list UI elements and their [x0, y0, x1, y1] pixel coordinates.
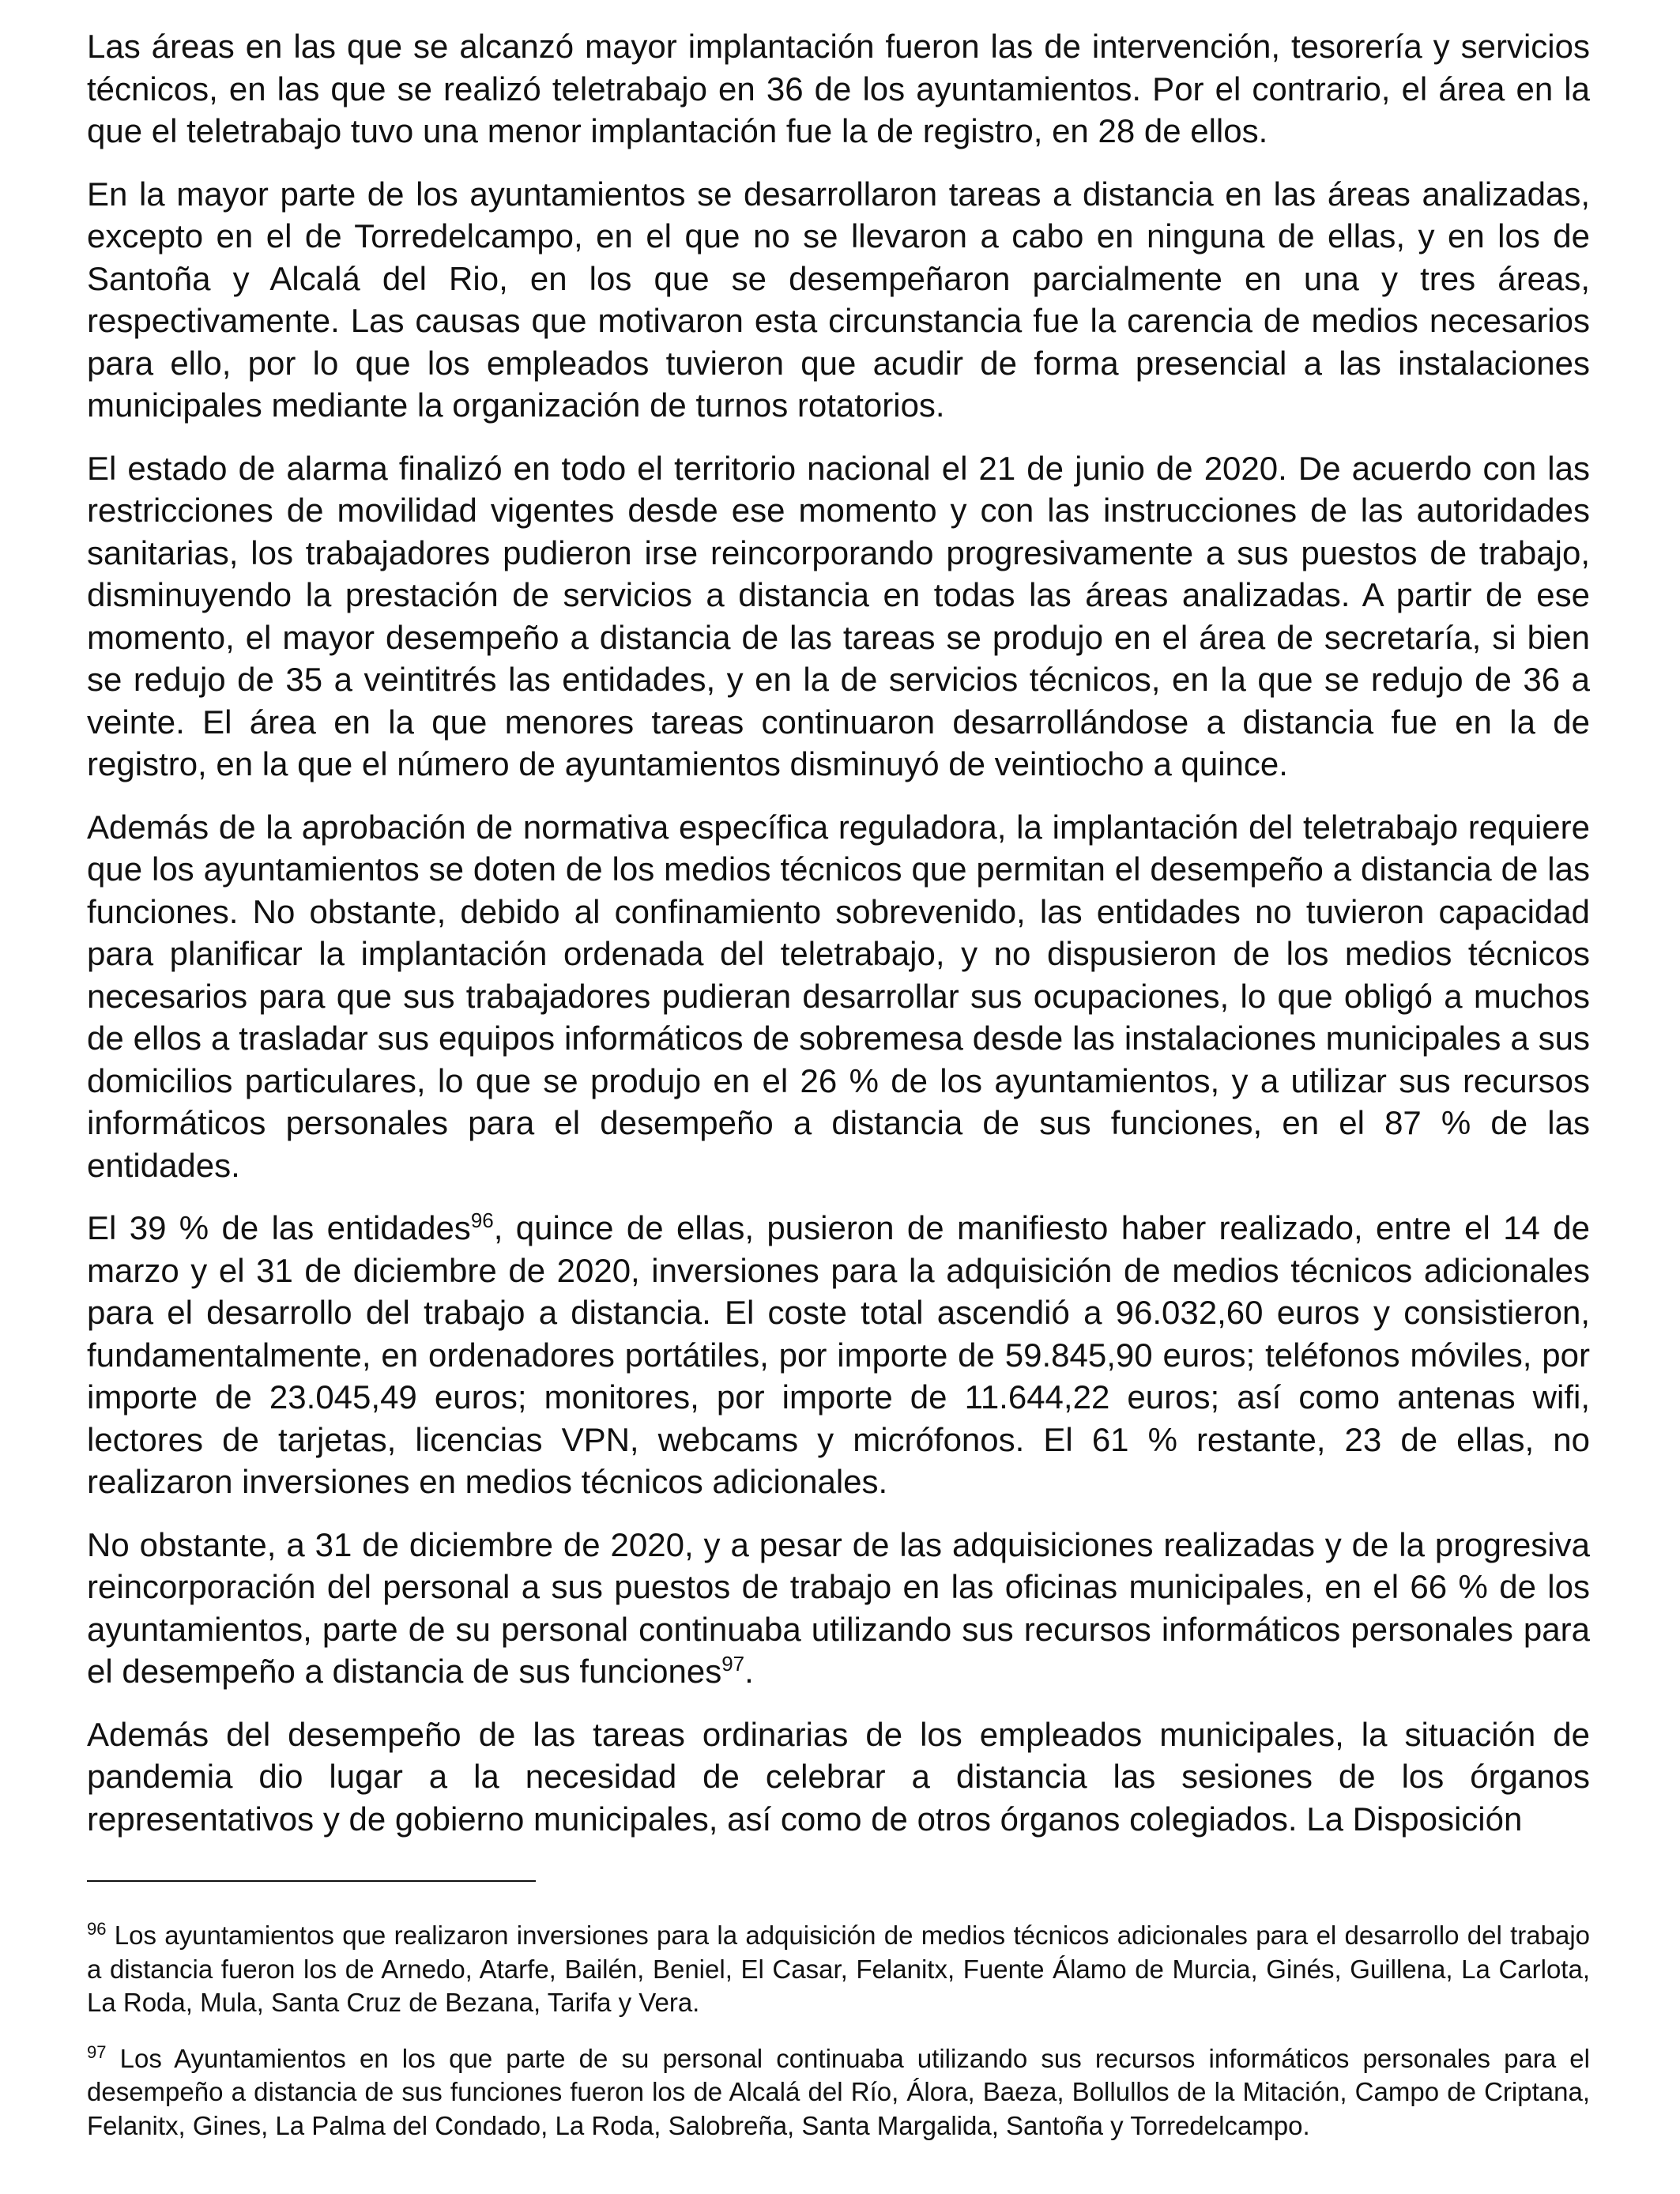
footnote-reference-96[interactable]: 96 [470, 1208, 494, 1232]
footnote-text-97: Los Ayuntamientos en los que parte de su personal continuaba utilizando sus recursos informáticos personales para el desempeño a distancia de sus funciones fueron los de Alcalá del Río, Álora, Baeza, Bollullos de la Mitación, Campo de Criptana, Felanitx, Gines, La Palma del Condado, La Roda, Salobreña, Santa Margalida, Santoña y Torredelcampo. [87, 2043, 1590, 2140]
paragraph-estado-alarma: El estado de alarma finalizó en todo el territorio nacional el 21 de junio de 2020. De acuerdo con las restricciones de movilidad vigentes desde ese momento y con las instrucciones de las autoridades sanitarias, los trabajadores pudieron irse reincorporando progresivamente a sus puestos de trabajo, disminuyendo la prestación de servicios a distancia en todas las áreas analizadas. A partir de ese momento, el mayor desempeño a distancia de las tareas se produjo en el área de secretaría, si bien se redujo de 35 a veintitrés las entidades, y en la de servicios técnicos, en la que se redujo de 36 a veinte. El área en la que menores tareas continuaron desarrollándose a distancia fue en la de registro, en la que el número de ayuntamientos disminuyó de veintiocho a quince. [87, 449, 1590, 782]
footnote-separator [87, 1880, 536, 1882]
paragraph-inversiones-text-end: , quince de ellas, pusieron de manifiesto haber realizado, entre el 14 de marzo y el 31 de diciembre de 2020, inversiones para la adquisición de medios técnicos adicionales para el desarrollo del trabajo a distancia. El coste total ascendió a 96.032,60 euros y consistieron, fundamentalmente, en ordenadores portátiles, por importe de 59.845,90 euros; teléfonos móviles, por importe de 23.045,49 euros; monitores, por importe de 11.644,22 euros; así como antenas wifi, lectores de tarjetas, licencias VPN, webcams y micrófonos. El 61 % restante, 23 de ellas, no realizaron inversiones en medios técnicos adicionales. [87, 1209, 1590, 1500]
paragraph-recursos-text-start: No obstante, a 31 de diciembre de 2020, y a pesar de las adquisiciones realizadas y de la progresiva reincorporación del personal a sus puestos de trabajo en las oficinas municipales, en el 66 % de los ayuntamientos, parte de su personal continuaba utilizando sus recursos informáticos personales para el desempeño a distancia de sus funciones [87, 1525, 1590, 1690]
footnote-number-97: 97 [87, 2041, 107, 2062]
paragraph-inversiones-text-start: El 39 % de las entidades [87, 1209, 471, 1246]
paragraph-inversiones [87, 1207, 1590, 1503]
document-body [87, 25, 1590, 1840]
footnote-97 [87, 2042, 1590, 2143]
footnote-number-96: 96 [87, 1919, 107, 1939]
paragraph-medios-tecnicos: Además de la aprobación de normativa específica reguladora, la implantación del teletrabajo requiere que los ayuntamientos se doten de los medios técnicos que permitan el desempeño a distancia de las funciones. No obstante, debido al confinamiento sobrevenido, las entidades no tuvieron capacidad para planificar la implantación ordenada del teletrabajo, y no dispusieron de los medios técnicos necesarios para que sus trabajadores pudieran desarrollar sus ocupaciones, lo que obligó a muchos de ellos a trasladar sus equipos informáticos de sobremesa desde las instalaciones municipales a sus domicilios particulares, lo que se produjo en el 26 % de los ayuntamientos, y a utilizar sus recursos informáticos personales para el desempeño a distancia de sus funciones, en el 87 % de las entidades. [87, 808, 1590, 1184]
paragraph-tareas-distancia: En la mayor parte de los ayuntamientos se desarrollaron tareas a distancia en las áreas analizadas, excepto en el de Torredelcampo, en el que no se llevaron a cabo en ninguna de ellas, y en los de Santoña y Alcalá del Rio, en los que se desempeñaron parcialmente en una y tres áreas, respectivamente. Las causas que motivaron esta circunstancia fue la carencia de medios necesarios para ello, por lo que los empleados tuvieron que acudir de forma presencial a las instalaciones municipales mediante la organización de turnos rotatorios. [87, 175, 1590, 424]
paragraph-implantacion-areas: Las áreas en las que se alcanzó mayor implantación fueron las de intervención, tesorería y servicios técnicos, en las que se realizó teletrabajo en 36 de los ayuntamientos. Por el contrario, el área en la que el teletrabajo tuvo una menor implantación fue la de registro, en 28 de ellos. [87, 28, 1590, 149]
paragraph-recursos-text-end: . [744, 1653, 754, 1690]
footnote-96 [87, 1919, 1590, 2020]
footnotes-section [87, 1919, 1590, 2165]
paragraph-recursos-personales [87, 1524, 1590, 1693]
footnote-reference-97[interactable]: 97 [721, 1652, 745, 1676]
footnote-text-96: Los ayuntamientos que realizaron inversiones para la adquisición de medios técnicos adicionales para el desarrollo del trabajo a distancia fueron los de Arnedo, Atarfe, Bailén, Beniel, El Casar, Felanitx, Fuente Álamo de Murcia, Ginés, Guillena, La Carlota, La Roda, Mula, Santa Cruz de Bezana, Tarifa y Vera. [87, 1921, 1590, 2017]
paragraph-sesiones-organos: Además del desempeño de las tareas ordinarias de los empleados municipales, la situación de pandemia dio lugar a la necesidad de celebrar a distancia las sesiones de los órganos representativos y de gobierno municipales, así como de otros órganos colegiados. La Disposición [87, 1715, 1590, 1838]
